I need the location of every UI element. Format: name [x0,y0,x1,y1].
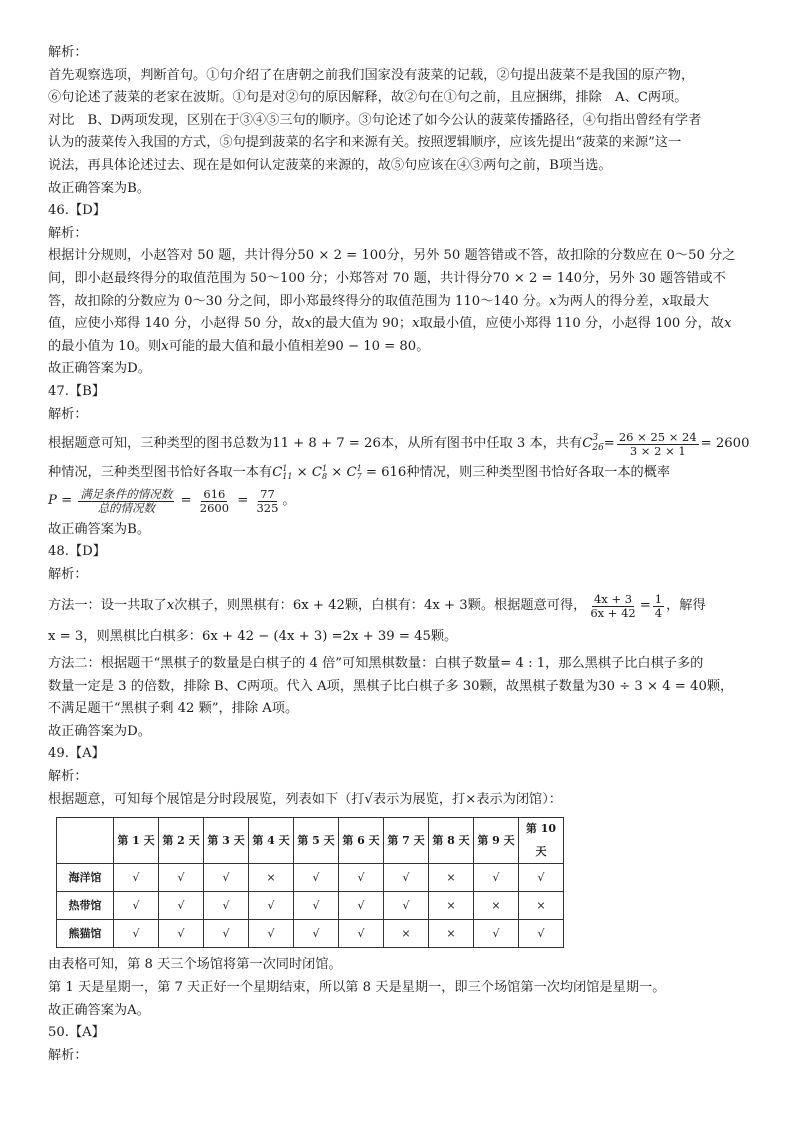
status-cell: √ [204,920,249,948]
math-expression: = 2600 [700,435,750,451]
math-expression: 90 − 10 = 80 [326,338,417,354]
math-var: x [724,316,732,332]
table-header-cell: 第 5 天 [294,818,339,864]
q47-jiexi-label: 解析： [48,406,88,422]
q47-line-1: 根据题意可知，三种类型的图书总数为 11 + 8 + 7 = 26 本，从所有图书中任取 3 本，共有 C 3 26 = $\frac{26 \times 25 \times 24}{3 \times 2 \times 1}$ = 2600 [48,429,750,458]
text: 的最小值为 10。则 [48,338,162,354]
q47-probability: P = $\frac{\text{满足条件的情况数}}{\text{总的情况数}}$ = $\frac{616}{2600}$ = $\frac{77}{325}$ 。 [48,487,296,516]
text: ，解得 [666,598,706,614]
status-cell: √ [114,920,159,948]
table-header-cell: 第 8 天 [429,818,474,864]
venue-name-cell: 熊猫馆 [57,920,114,948]
table-header-cell [57,818,114,864]
q46-answer: 故正确答案为D。 [48,361,151,377]
status-cell: √ [384,892,429,920]
q49-intro: 根据题意，可知每个展馆是分时段展览，列表如下（打√表示为展览，打×表示为闭馆）： [48,791,562,807]
q48-line-3: 方法二：根据题干“黑棋子的数量是白棋子的 4 倍”可知黑棋数量：白棋子数量= 4 : 1，那么黑棋子比白棋子多的 [48,656,704,672]
table-row [57,892,564,920]
text: 分，另外 30 题答错或不 [581,270,726,286]
table-header-cell: 第 10 天 [519,818,564,864]
status-cell: √ [474,864,519,892]
status-cell: √ [249,892,294,920]
probability-fraction-words: $\frac{\text{满足条件的情况数}}{\text{总的情况数}}$ [80,487,173,516]
venue-name-cell: 热带馆 [57,892,114,920]
text: 。 [416,338,430,354]
text: 根据题意可知，三种类型的图书总数为 [48,435,273,451]
q45-explanation-line: 说法，再具体论述过去、现在是如何认定菠菜的来源的，故⑤句应该在④③两句之前，B项当选。 [48,157,612,173]
q45-explanation [48,65,764,178]
q48-line-2: x = 3，则黑棋比白棋多：6x + 42 − (4x + 3) =2x + 39 = 45颗。 [48,629,458,645]
status-cell: √ [519,864,564,892]
table-row [57,864,564,892]
equation-fraction-left: $\frac{4x + 3}{6x + 42}$ [590,591,636,620]
status-cell: √ [159,864,204,892]
text: 次棋子，则黑棋有： [174,598,293,614]
text: 颗， [706,678,734,694]
q47-heading: 47.【B】 [48,383,106,399]
text: 取最大 [669,293,710,309]
q49-conclusion-2: 第 1 天是星期一，第 7 天正好一个星期结束，所以第 8 天是星期一，即三个场馆第一次均闭馆是星期一。 [48,980,666,995]
text: 本，从所有图书中任取 3 本，共有 [380,435,583,451]
status-cell: × [429,892,474,920]
exhibition-schedule-table [56,817,564,948]
table-row [57,920,564,948]
q45-explanation-line: 对比 B、D两项发现，区别在于③④⑤三句的顺序。③句论述了如今公认的菠菜传播路径，④句指出曾经有学者 [48,112,702,128]
q46-line-3 [48,291,764,314]
math-var: x [662,293,670,309]
text: 方法一：设一共取了 [48,598,167,614]
q47-line-2 [48,462,764,485]
q49-answer: 故正确答案为A。 [48,1002,150,1018]
table-header-cell: 第 7 天 [384,818,429,864]
q50-heading: 50.【A】 [48,1025,105,1041]
text: 颗，白棋有： [344,598,424,614]
table-header-cell: 第 9 天 [474,818,519,864]
status-cell: √ [294,864,339,892]
text: 可能的最大值和最小值相差 [168,338,327,354]
q46-line-5 [48,336,764,359]
text: 值，应使小郑得 140 分，小赵得 50 分，故 [48,316,305,332]
math-var: x [304,316,312,332]
status-cell: × [249,864,294,892]
status-cell: √ [114,892,159,920]
q46-jiexi-label: 解析： [48,225,88,241]
q49-heading: 49.【A】 [48,746,105,762]
status-cell: √ [384,864,429,892]
text: 方法二：根据题干“黑棋子的数量是白棋子的 4 倍”可知黑棋数量：白棋子数量 [48,656,501,672]
q48-jiexi-label: 解析： [48,566,88,582]
table-header-cell: 第 3 天 [204,818,249,864]
q45-answer: 故正确答案为B。 [48,180,151,196]
math-var: x [412,316,420,332]
text: 种情况，则三种类型图书恰好各取一本的概率 [406,465,671,481]
table-header-row [57,818,564,864]
table-header-cell: 第 2 天 [159,818,204,864]
status-cell: √ [204,864,249,892]
status-cell: √ [159,920,204,948]
q48-line-5: 不满足题干“黑棋子剩 42 颗”，排除 A项。 [48,701,299,717]
q45-jiexi-label: 解析： [48,45,88,60]
status-cell: √ [204,892,249,920]
q47-answer: 故正确答案为B。 [48,521,151,537]
table-header-cell: 第 6 天 [339,818,384,864]
status-cell: × [429,920,474,948]
math-var: x [161,338,169,354]
product-expression: C 1 11 × C 1 8 × C 1 7 [272,463,362,481]
text: 为两人的得分差， [556,293,663,309]
status-cell: × [384,920,429,948]
document-page [48,42,764,1067]
status-cell: √ [339,864,384,892]
text: 答，故扣除的分数应为 0～30 分之间，即小郑最终得分的取值范围为 110～140 分。 [48,293,550,309]
text: 间，即小赵最终得分的取值范围为 50～100 分；小郑答对 70 题，共计得分 [48,270,493,286]
status-cell: √ [159,892,204,920]
table-header-cell: 第 1 天 [114,818,159,864]
text: 颗。 [430,629,458,645]
text: 种情况，三种类型图书恰好各取一本有 [48,465,273,481]
table-header-cell: 第 4 天 [249,818,294,864]
q45-explanation-line: 认为的菠菜传入我国的方式，⑤句提到菠菜的名字和来源有关。按照逻辑顺序，应该先提出“菠菜的来源”这一 [48,135,682,151]
text: 分，另外 50 题答错或不答，故扣除的分数应在 0～50 分之 [386,248,736,264]
math-expression: 70 × 2 = 140 [492,270,582,286]
q49-conclusion-1: 由表格可知，第 8 天三个场馆将第一次同时闭馆。 [48,957,342,973]
status-cell: √ [294,892,339,920]
text: 颗。根据题意可得， [467,598,587,614]
probability-fraction-result: $\frac{77}{325}$ [256,487,279,516]
combination-symbol: C 3 26 [582,433,604,454]
status-cell: √ [339,920,384,948]
status-cell: √ [114,864,159,892]
math-expression: 50 × 2 = 100 [297,248,387,264]
text: 根据计分规则，小赵答对 50 题，共计得分 [48,248,298,264]
status-cell: √ [339,892,384,920]
combination-fraction: $\frac{26 \times 25 \times 24}{3 \times 2 \times 1}$ [618,429,697,458]
status-cell: √ [474,920,519,948]
status-cell: √ [519,920,564,948]
q46-line-4 [48,313,764,336]
q46-line-2 [48,268,764,291]
text: 取最小值，应使小郑得 110 分，小赵得 100 分，故 [419,316,724,332]
equation-fraction-right: $\frac{1}{4}$ [654,591,663,620]
q45-explanation-line: ⑥句论述了菠菜的老家在波斯。①句是对②句的原因解释，故②句在①句之前，且应捆绑，排除 A、C两项。 [48,90,688,106]
q48-line-1: 方法一：设一共取了 x 次棋子，则黑棋有： 6x + 42 颗，白棋有： 4x + 3 颗。根据题意可得， $\frac{4x + 3}{6x + 42}$ = $\frac{1}{4}$ ，解得 [48,591,706,620]
venue-name-cell: 海洋馆 [57,864,114,892]
text: 数量一定是 3 的倍数，排除 B、C两项。代入 A项，黑棋子比白棋子多 30颗，故黑棋子数量为 [48,678,599,694]
q45-explanation-line: 首先观察选项，判断首句。①句介绍了在唐朝之前我们国家没有菠菜的记载，②句提出菠菜不是我国的原产物， [48,67,695,83]
probability-fraction-numbers: $\frac{616}{2600}$ [199,487,230,516]
text: 的最大值为 90； [311,316,413,332]
text: ，那么黑棋子比白棋子多的 [545,656,704,672]
status-cell: √ [249,920,294,948]
math-expression: = 616 [361,465,407,481]
math-expression: 11 + 8 + 7 = 26 [272,435,381,451]
status-cell: √ [294,920,339,948]
q48-line-4: 数量一定是 3 的倍数，排除 B、C两项。代入 A项，黑棋子比白棋子多 30颗，故黑棋子数量为30 ÷ 3 × 4 = 40颗， [48,678,734,694]
q48-answer: 故正确答案为D。 [48,723,151,739]
status-cell: × [474,892,519,920]
math-var: x [549,293,557,309]
status-cell: × [519,892,564,920]
q46-heading: 46.【D】 [48,203,106,219]
q49-jiexi-label: 解析： [48,769,88,785]
status-cell: × [429,864,474,892]
q48-heading: 48.【D】 [48,544,106,560]
q50-jiexi-label: 解析： [48,1047,88,1063]
text: ，则黑棋比白棋多： [83,629,202,645]
q46-line-1 [48,245,764,268]
